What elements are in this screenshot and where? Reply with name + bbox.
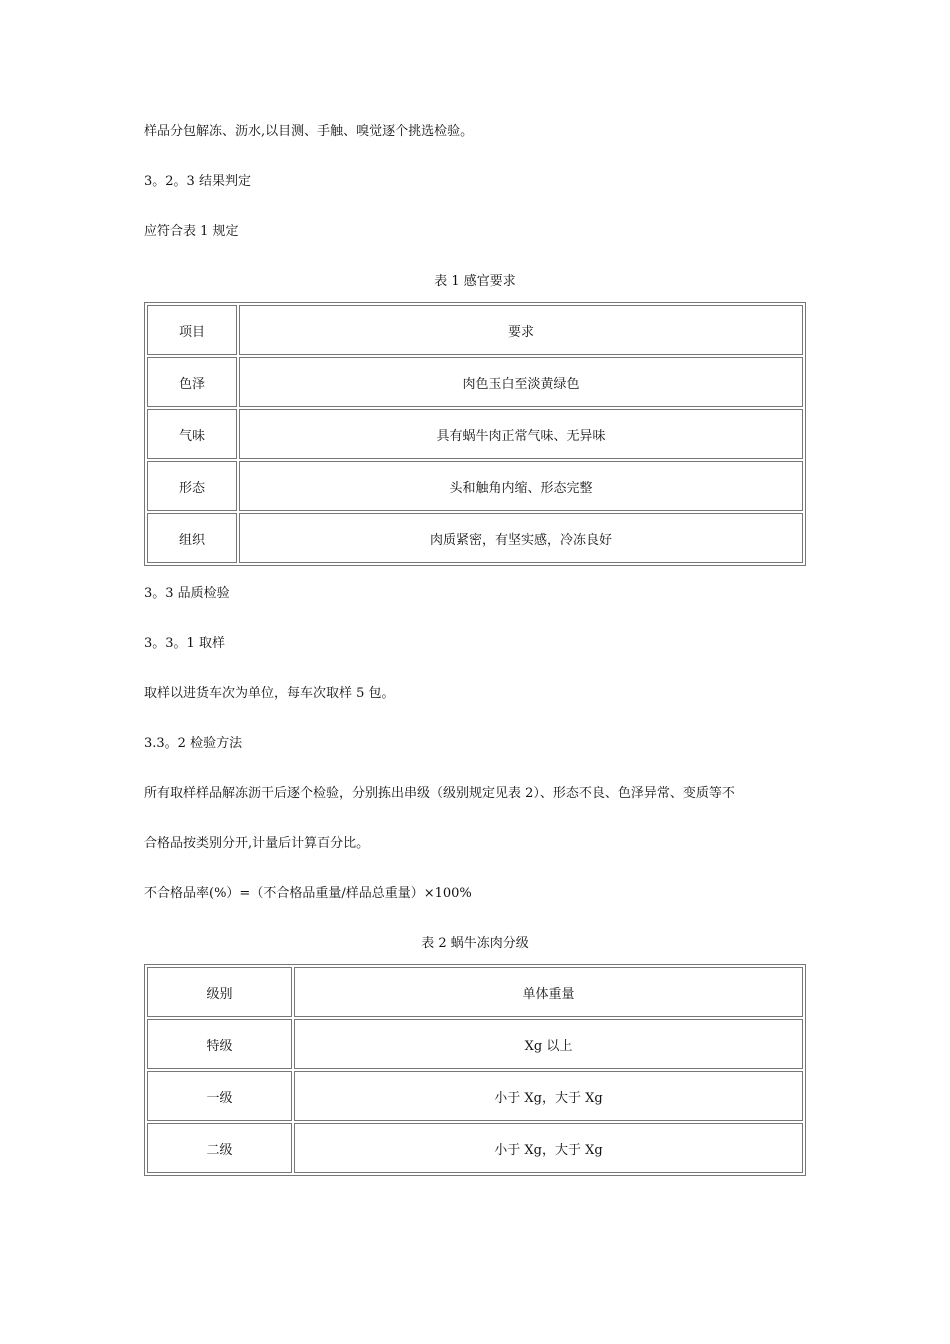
table-cell: 二级 [147,1123,292,1173]
table-row [147,1071,803,1121]
table-cell: 具有蜗牛肉正常气味、无异味 [239,409,803,459]
table-cell: 色泽 [147,357,237,407]
table-cell: 小于 Xg，大于 Xg [294,1071,803,1121]
table-cell: 气味 [147,409,237,459]
table-header-cell: 项目 [147,305,237,355]
table-cell: 肉质紧密，有坚实感，冷冻良好 [239,513,803,563]
table-cell: 形态 [147,461,237,511]
table-cell: 特级 [147,1019,292,1069]
table-cell: 一级 [147,1071,292,1121]
sensory-requirements-table [144,302,806,566]
table-row [147,967,803,1017]
table-row [147,305,803,355]
table2-caption: 表 2 蜗牛冻肉分级 [421,936,529,951]
table-row [147,409,803,459]
table-cell: 组织 [147,513,237,563]
grading-table [144,964,806,1176]
table-row [147,357,803,407]
paragraph-conform-table1: 应符合表 1 规定 [144,224,239,239]
heading-3-3-1: 3。3。1 取样 [144,636,225,651]
paragraph-method-line2: 合格品按类别分开,计量后计算百分比。 [144,836,370,851]
paragraph-sampling: 取样以进货车次为单位，每车次取样 5 包。 [144,686,395,701]
table-row [147,461,803,511]
table-cell: 肉色玉白至淡黄绿色 [239,357,803,407]
table-header-cell: 级别 [147,967,292,1017]
table-row [147,1019,803,1069]
table-cell: 头和触角内缩、形态完整 [239,461,803,511]
heading-3-2-3: 3。2。3 结果判定 [144,174,251,189]
table-row [147,513,803,563]
table-cell: 小于 Xg，大于 Xg [294,1123,803,1173]
heading-3-3-2: 3.3。2 检验方法 [144,736,243,751]
table-cell: Xg 以上 [294,1019,803,1069]
formula-defect-rate: 不合格品率(%）=（不合格品重量/样品总重量）×100% [144,886,472,901]
paragraph-method-line1: 所有取样样品解冻沥干后逐个检验，分别拣出串级（级别规定见表 2）、形态不良、色泽异常、变质等不 [144,786,735,801]
table-header-cell: 要求 [239,305,803,355]
table1-caption: 表 1 感官要求 [434,274,516,289]
paragraph-sample-inspection: 样品分包解冻、沥水,以目测、手触、嗅觉逐个挑选检验。 [144,124,474,139]
table-row [147,1123,803,1173]
table-header-cell: 单体重量 [294,967,803,1017]
heading-3-3: 3。3 品质检验 [144,586,230,601]
